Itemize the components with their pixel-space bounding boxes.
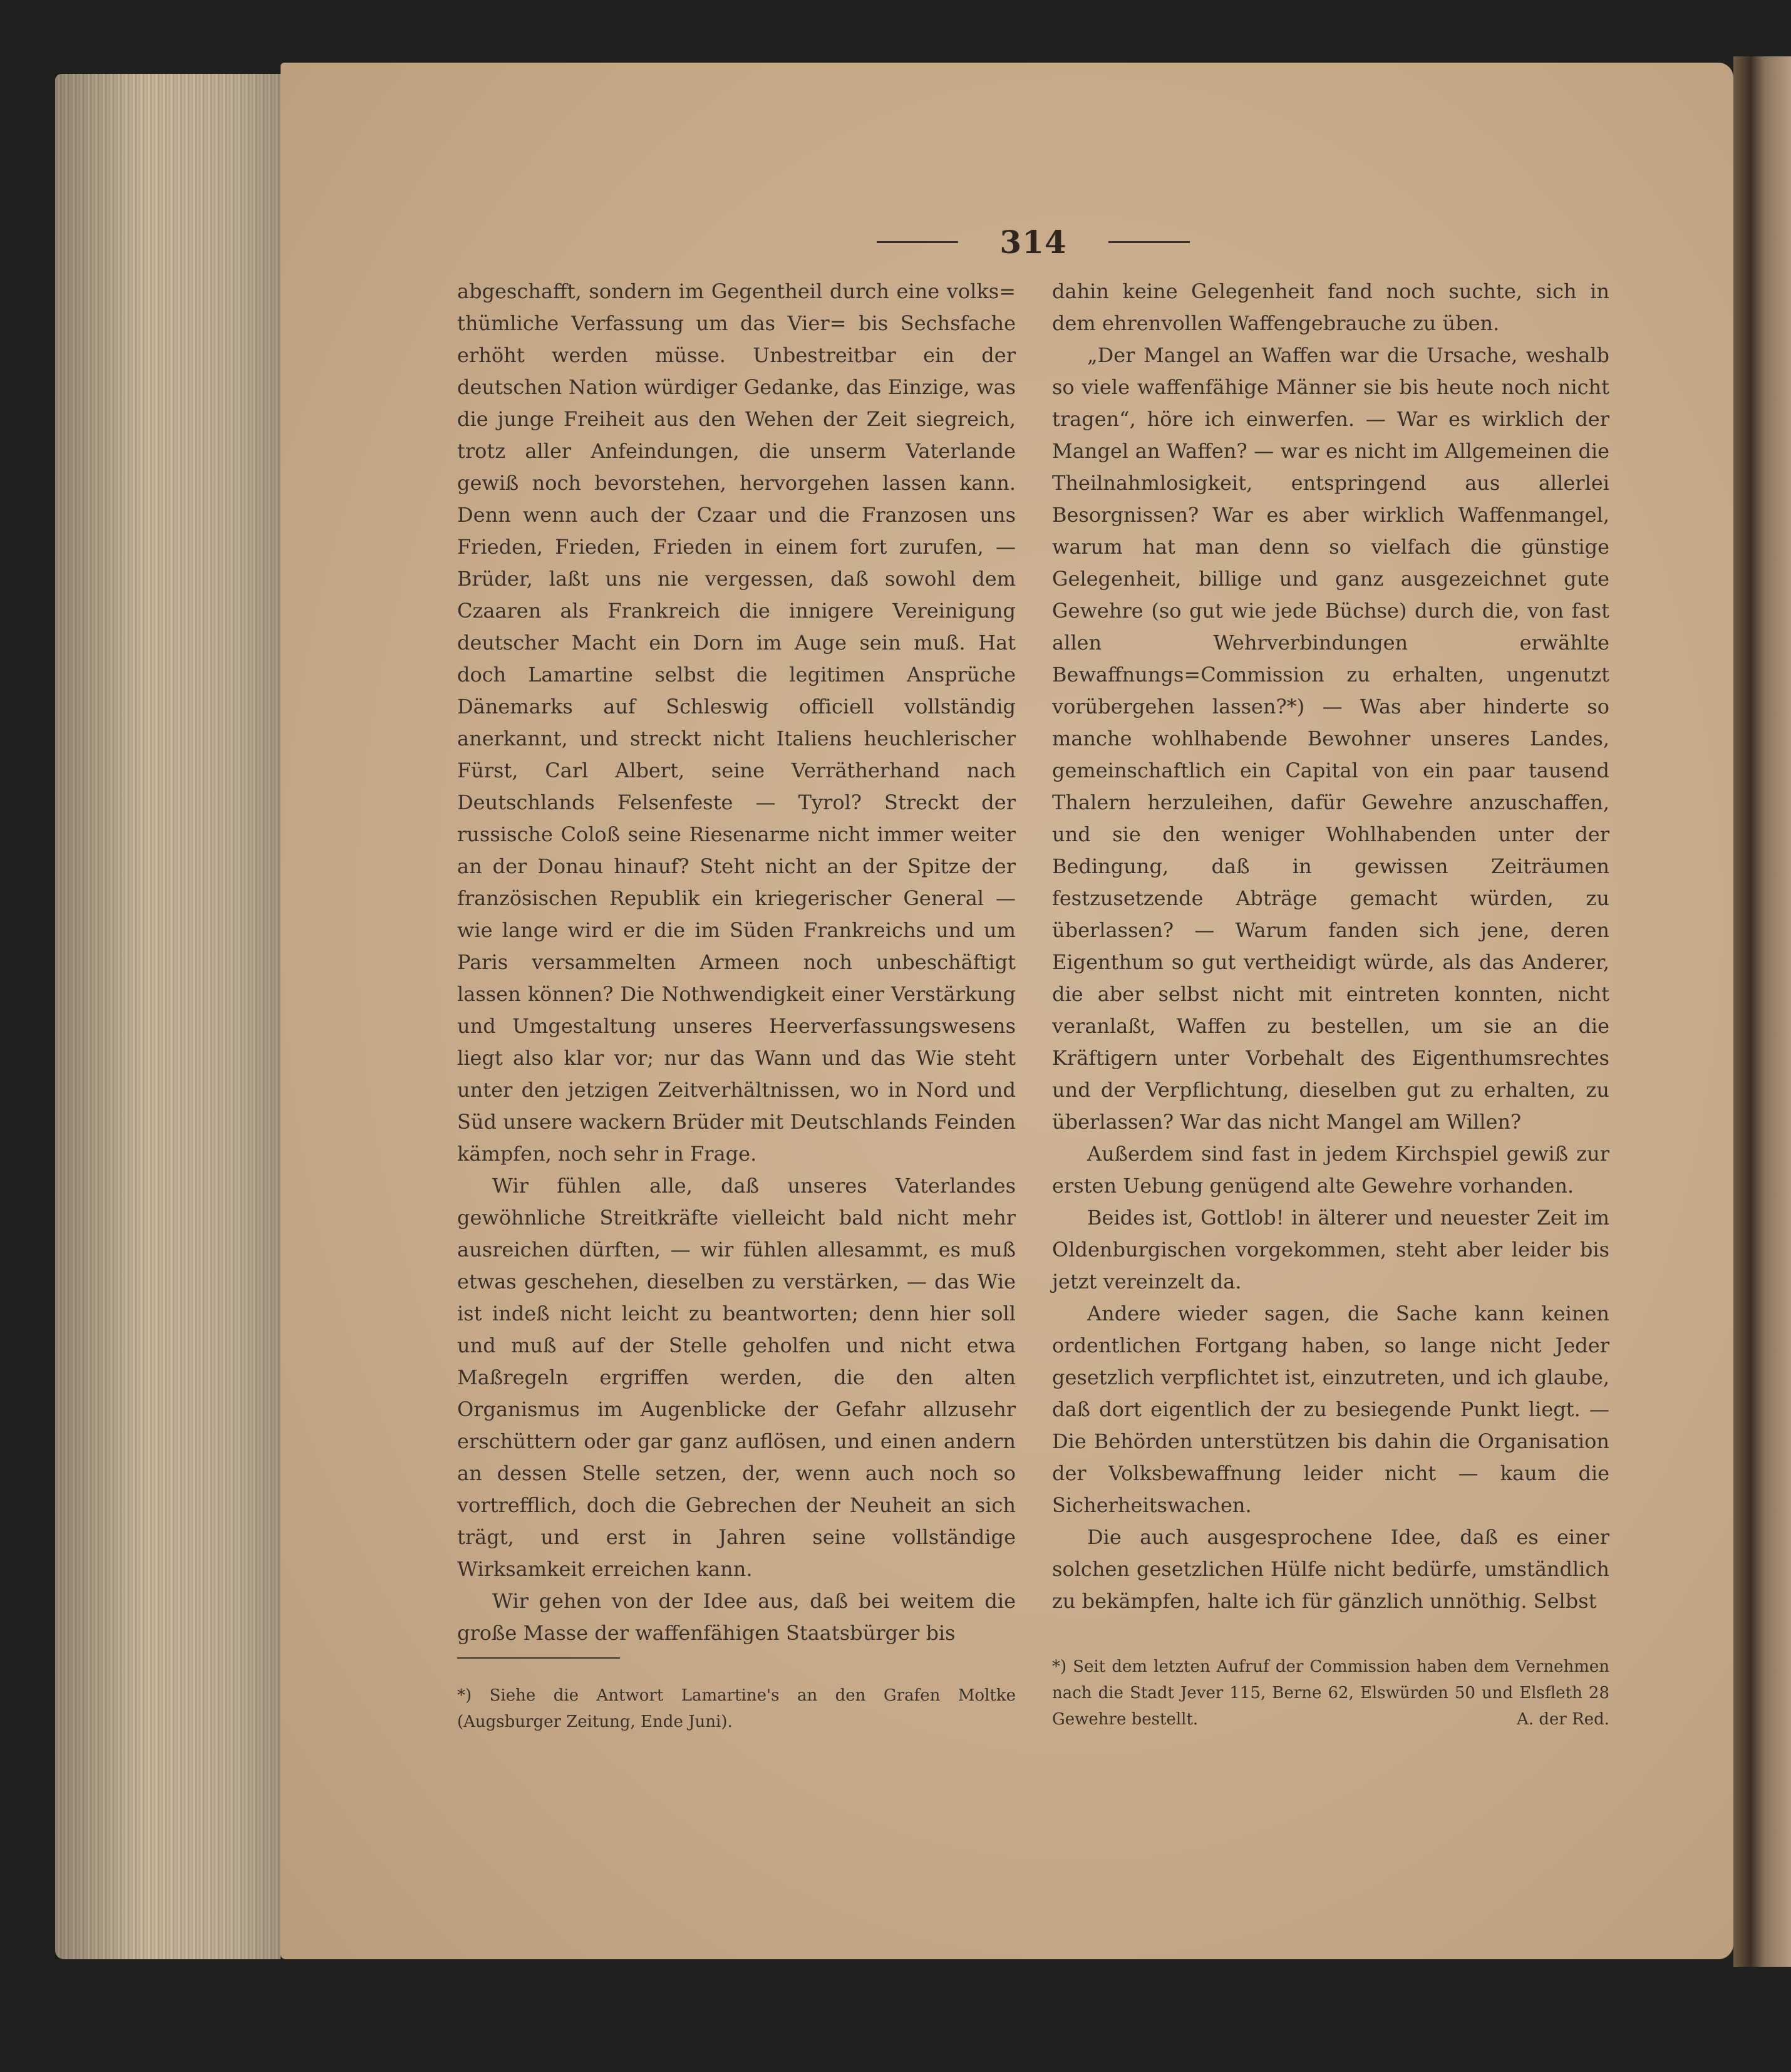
book-gutter [1733, 56, 1791, 1967]
footnote-left: *) Siehe die Antwort Lamartine's an den Grafen Moltke (Augsburger Zeitung, Ende Juni). [457, 1686, 1016, 1731]
left-text-column [457, 276, 1016, 1649]
paragraph: Die auch ausgesprochene Idee, daß es einer solchen gesetzlichen Hülfe nicht bedürfe, umständlich zu bekämpfen, halte ich für gänzlich unnöthig. Selbst [1052, 1525, 1609, 1613]
footnote-right [1052, 1654, 1609, 1733]
paragraph: Wir gehen von der Idee aus, daß bei weitem die große Masse der waffenfähigen Staatsbürger bis [457, 1589, 1016, 1645]
paragraph: „Der Mangel an Waffen war die Ursache, weshalb so viele waffenfähige Männer sie bis heute noch nicht tragen“, höre ich einwerfen. — War es wirklich der Mangel an Waffen? — war es nicht im Allgemeinen die Theilnahmlosigkeit, entspringend aus allerlei Besorgnissen? War es aber wirklich Waffenmangel, warum hat man denn so vielfach die günstige Gelegenheit, billige und ganz ausgezeichnet gute Gewehre (so gut wie jede Büchse) durch die, von fast allen Wehrverbindungen erwählte Bewaffnungs=Commission zu erhalten, ungenutzt vorübergehen lassen?*) — Was aber hinderte so manche wohlhabende Bewohner unseres Landes, gemeinschaftlich ein Capital von ein paar tausend Thalern herzuleihen, dafür Gewehre anzuschaffen, und sie den weniger Wohlhabenden unter der Bedingung, daß in gewissen Zeiträumen festzusetzende Abträge gemacht würden, zu überlassen? — Warum fanden sich jene, deren Eigenthum so gut vertheidigt würde, als das Anderer, die aber selbst nicht mit eintreten konnten, nicht veranlaßt, Waffen zu bestellen, um sie an die Kräftigern unter Vorbehalt des Eigenthumsrechtes und der Verpflichtung, dieselben gut zu erhalten, zu überlassen? War das nicht Mangel am Willen? [1052, 343, 1609, 1134]
footnote-rule [457, 1657, 620, 1659]
paragraph: Andere wieder sagen, die Sache kann keinen ordentlichen Fortgang haben, so lange nicht Jeder gesetzlich verpflichtet ist, einzutreten, und ich glaube, daß dort eigentlich der zu besiegende Punkt liegt. — Die Behörden unterstützen bis dahin die Organisation der Volksbewaffnung leider nicht — kaum die Sicherheitswachen. [1052, 1302, 1609, 1517]
header-rule-right [1108, 241, 1190, 243]
footnote-signature: A. der Red. [1517, 1710, 1609, 1729]
running-head [877, 223, 1190, 261]
paragraph: dahin keine Gelegenheit fand noch suchte, sich in dem ehrenvollen Waffengebrauche zu üben. [1052, 279, 1609, 335]
paragraph: abgeschafft, sondern im Gegentheil durch eine volks= thümliche Verfassung um das Vier= bis Sechsfache erhöht werden müsse. Unbestreitbar ein der deutschen Nation würdiger Gedanke, das Einzige, was die junge Freiheit aus den Wehen der Zeit siegreich, trotz aller Anfeindungen, die unserm Vaterlande gewiß noch bevorstehen, hervorgehen lassen kann. Denn wenn auch der Czaar und die Franzosen uns Frieden, Frieden, Frieden in einem fort zurufen, — Brüder, laßt uns nie vergessen, daß sowohl dem Czaaren als Frankreich die innigere Vereinigung deutscher Macht ein Dorn im Auge sein muß. Hat doch Lamartine selbst die legitimen Ansprüche Dänemarks auf Schleswig officiell vollständig anerkannt, und streckt nicht Italiens heuchlerischer Fürst, Carl Albert, seine Verrätherhand nach Deutschlands Felsenfeste — Tyrol? Streckt der russische Coloß seine Riesenarme nicht immer weiter an der Donau hinauf? Steht nicht an der Spitze der französischen Republik ein kriegerischer General — wie lange wird er die im Süden Frankreichs und um Paris versammelten Armeen noch unbeschäftigt lassen können? Die Nothwendigkeit einer Verstärkung und Umgestaltung unseres Heerverfassungswesens liegt also klar vor; nur das Wann und das Wie steht unter den jetzigen Zeitverhältnissen, wo in Nord und Süd unsere wackern Brüder mit Deutschlands Feinden kämpfen, noch sehr in Frage. [457, 279, 1016, 1166]
paragraph: Beides ist, Gottlob! in älterer und neuester Zeit im Oldenburgischen vorgekommen, steht aber leider bis jetzt vereinzelt da. [1052, 1206, 1609, 1293]
footnote-text: *) Seit dem letzten Aufruf der Commission haben dem Vernehmen nach die Stadt Jever 115, Berne 62, Elswürden 50 und Elsfleth 28 Gewehre bestellt. [1052, 1657, 1609, 1729]
page-number: 314 [999, 223, 1067, 261]
header-rule-left [877, 241, 958, 243]
paragraph: Wir fühlen alle, daß unseres Vaterlandes gewöhnliche Streitkräfte vielleicht bald nicht mehr ausreichen dürften, — wir fühlen allesammt, es muß etwas geschehen, dieselben zu verstärken, — das Wie ist indeß nicht leicht zu beantworten; denn hier soll und muß auf der Stelle geholfen und nicht etwa Maßregeln ergriffen werden, die den alten Organismus im Augenblicke der Gefahr allzusehr erschüttern oder gar ganz auflösen, und einen andern an dessen Stelle setzen, der, wenn auch noch so vortrefflich, doch die Gebrechen der Neuheit an sich trägt, und erst in Jahren seine vollständige Wirksamkeit erreichen kann. [457, 1174, 1016, 1581]
paragraph: Außerdem sind fast in jedem Kirchspiel gewiß zur ersten Uebung genügend alte Gewehre vorhanden. [1052, 1142, 1609, 1198]
page-edges-shadow [55, 74, 281, 1959]
right-text-column [1052, 276, 1609, 1617]
